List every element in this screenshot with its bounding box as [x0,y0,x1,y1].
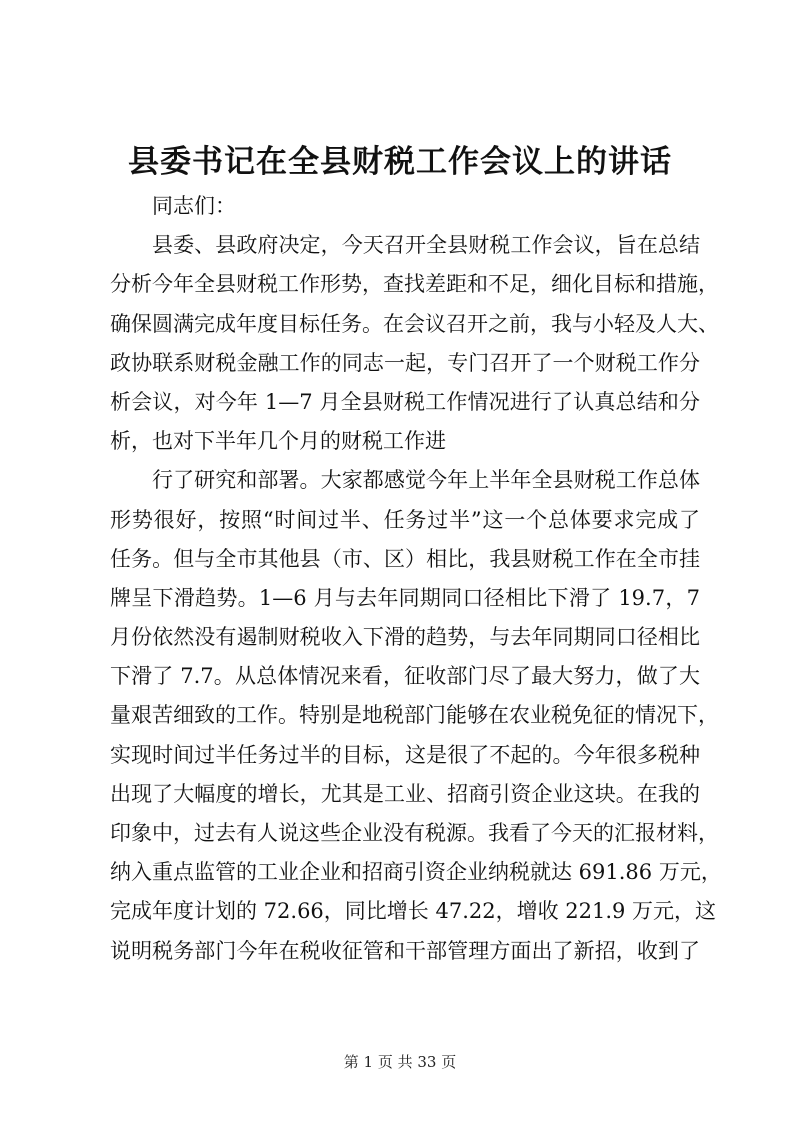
greeting-line: 同志们： [152,194,236,218]
paragraph-line: 出现了大幅度的增长，尤其是工业、招商引资企业这块。在我的 [110,781,700,806]
paragraph-line: 说明税务部门今年在税收征管和干部管理方面出了新招，收到了 [110,938,700,963]
paragraph-line: 析会议，对今年 1—7 月全县财税工作情况进行了认真总结和分 [110,389,700,414]
document-body [110,187,722,971]
paragraph-line: 量艰苦细致的工作。特别是地税部门能够在农业税免征的情况下， [110,703,719,728]
paragraph-line: 行了研究和部署。大家都感觉今年上半年全县财税工作总体 [152,468,700,493]
paragraph-line: 纳入重点监管的工业企业和招商引资企业纳税就达 691.86 万元， [110,860,722,885]
paragraph-line: 析，也对下半年几个月的财税工作进 [110,429,446,454]
paragraph-line: 形势很好，按照“时间过半、任务过半”这一个总体要求完成了 [110,507,700,532]
paragraph-line: 完成年度计划的 72.66，同比增长 47.22，增收 221.9 万元，这 [110,899,717,924]
paragraph-2 [110,461,722,970]
paragraph-line: 分析今年全县财税工作形势，查找差距和不足，细化目标和措施， [110,272,719,297]
paragraph-line: 确保圆满完成年度目标任务。在会议召开之前，我与小轻及人大、 [110,311,719,336]
paragraph-line: 印象中，过去有人说这些企业没有税源。我看了今天的汇报材料， [110,821,719,845]
paragraph-line: 政协联系财税金融工作的同志一起，专门召开了一个财税工作分 [110,350,700,375]
page-footer: 第 1 页 共 33 页 [343,1053,457,1071]
paragraph-line: 下滑了 7.7。从总体情况来看，征收部门尽了最大努力，做了大 [110,664,700,689]
paragraph-1 [110,226,719,461]
paragraph-line: 任务。但与全市其他县（市、区）相比，我县财税工作在全市挂 [110,546,700,571]
paragraph-line: 县委、县政府决定，今天召开全县财税工作会议，旨在总结 [152,233,700,258]
paragraph-line: 牌呈下滑趋势。1—6 月与去年同期同口径相比下滑了 19.7，7 [110,585,700,610]
document-title: 县委书记在全县财税工作会议上的讲话 [128,144,672,180]
paragraph-line: 月份依然没有遏制财税收入下滑的趋势，与去年同期同口径相比 [110,625,700,650]
paragraph-line: 实现时间过半任务过半的目标，这是很了不起的。今年很多税种 [110,742,700,767]
